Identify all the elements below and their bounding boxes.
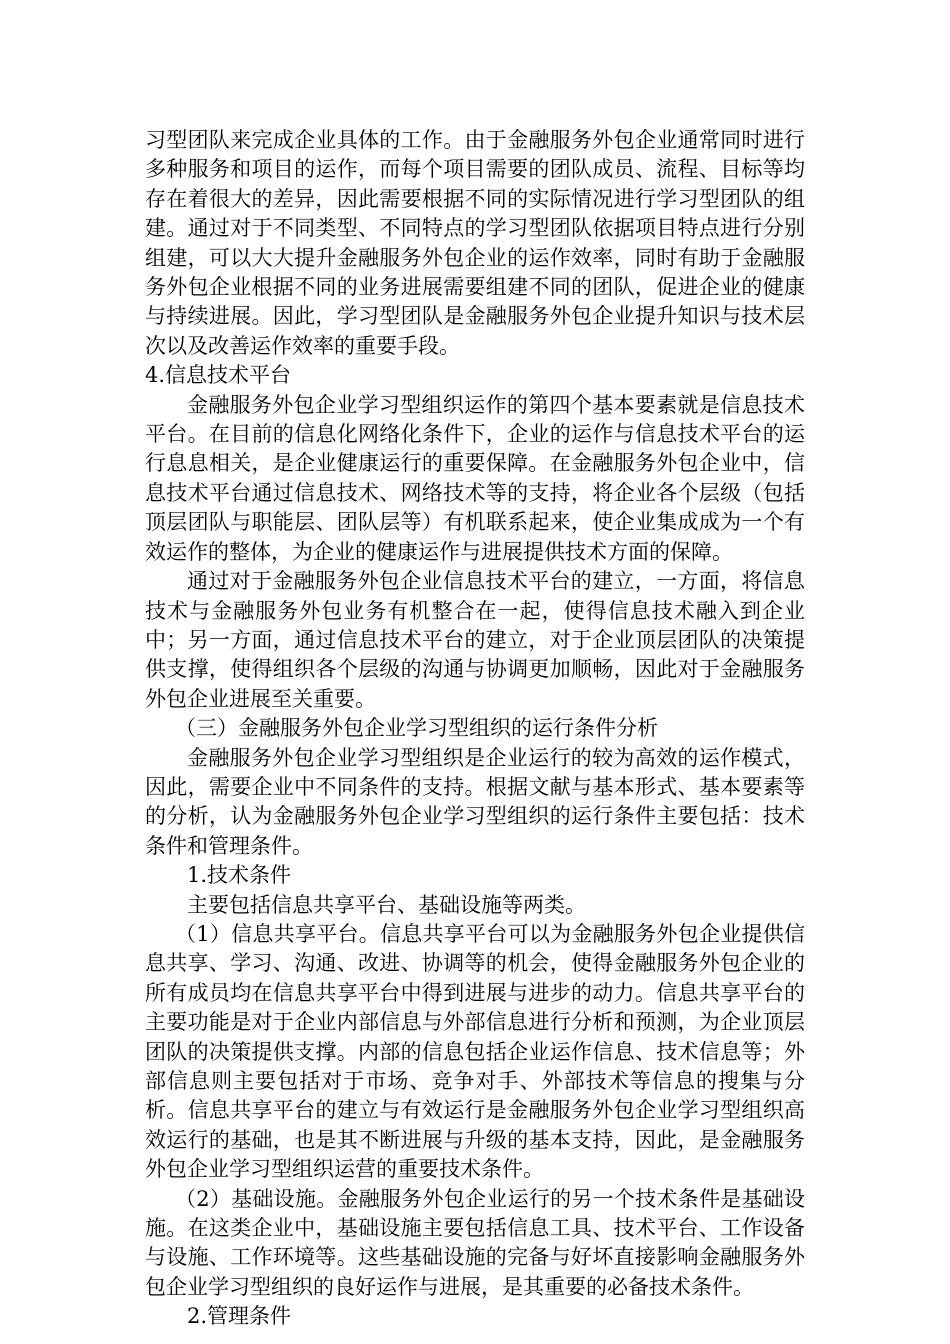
paragraph-infrastructure: （2）基础设施。金融服务外包企业运行的另一个技术条件是基础设施。在这类企业中，基础设施主要包括信息工具、技术平台、工作设备与设施、工作环境等。这些基础设施的完备与好坏直接影响金融服务外包企业学习型组织的良好运作与进展，是其重要的必备技术条件。 bbox=[145, 1186, 805, 1299]
paragraph-it-platform-establishment: 通过对于金融服务外包企业信息技术平台的建立，一方面，将信息技术与金融服务外包业务有机整合在一起，使得信息技术融入到企业中；另一方面，通过信息技术平台的建立，对于企业顶层团队的决策提供支撑，使得组织各个层级的沟通与协调更加顺畅，因此对于金融服务外包企业进展至关重要。 bbox=[145, 569, 805, 711]
paragraph-operating-conditions-intro: 金融服务外包企业学习型组织是企业运行的较为高效的运作模式，因此，需要企业中不同条件的支持。根据文献与基本形式、基本要素等的分析，认为金融服务外包企业学习型组织的运行条件主要包括：技术条件和管理条件。 bbox=[145, 745, 805, 858]
heading-management-conditions: 2.管理条件 bbox=[187, 1304, 292, 1329]
heading-technical-conditions: 1.技术条件 bbox=[187, 863, 292, 888]
paragraph-technical-conditions-intro: 主要包括信息共享平台、基础设施等两类。 bbox=[187, 892, 586, 917]
heading-operating-conditions: （三）金融服务外包企业学习型组织的运行条件分析 bbox=[175, 716, 658, 741]
paragraph-it-platform-element: 金融服务外包企业学习型组织运作的第四个基本要素就是信息技术平台。在目前的信息化网络化条件下，企业的运作与信息技术平台的运行息息相关，是企业健康运行的重要保障。在金融服务外包企业中，信息技术平台通过信息技术、网络技术等的支持，将企业各个层级（包括顶层团队与职能层、团队层等）有机联系起来，使企业集成成为一个有效运作的整体，为企业的健康运作与进展提供技术方面的保障。 bbox=[145, 392, 805, 564]
document-page bbox=[145, 126, 805, 1332]
paragraph-info-sharing-platform: （1）信息共享平台。信息共享平台可以为金融服务外包企业提供信息共享、学习、沟通、改进、协调等的机会，使得金融服务外包企业的所有成员均在信息共享平台中得到进展与进步的动力。信息共享平台的主要功能是对于企业内部信息与外部信息进行分析和预测，为企业顶层团队的决策提供支撑。内部的信息包括企业运作信息、技术信息等；外部信息则主要包括对于市场、竞争对手、外部技术等信息的搜集与分析。信息共享平台的建立与有效运行是金融服务外包企业学习型组织高效运行的基础，也是其不断进展与升级的基本支持，因此，是金融服务外包企业学习型组织运营的重要技术条件。 bbox=[145, 921, 805, 1182]
heading-it-platform: 4.信息技术平台 bbox=[145, 363, 292, 388]
paragraph-learning-teams: 习型团队来完成企业具体的工作。由于金融服务外包企业通常同时进行多种服务和项目的运作，而每个项目需要的团队成员、流程、目标等均存在着很大的差异，因此需要根据不同的实际情况进行学习型团队的组建。通过对于不同类型、不同特点的学习型团队依据项目特点进行分别组建，可以大大提升金融服务外包企业的运作效率，同时有助于金融服务外包企业根据不同的业务进展需要组建不同的团队，促进企业的健康与持续进展。因此，学习型团队是金融服务外包企业提升知识与技术层次以及改善运作效率的重要手段。 bbox=[145, 128, 805, 358]
